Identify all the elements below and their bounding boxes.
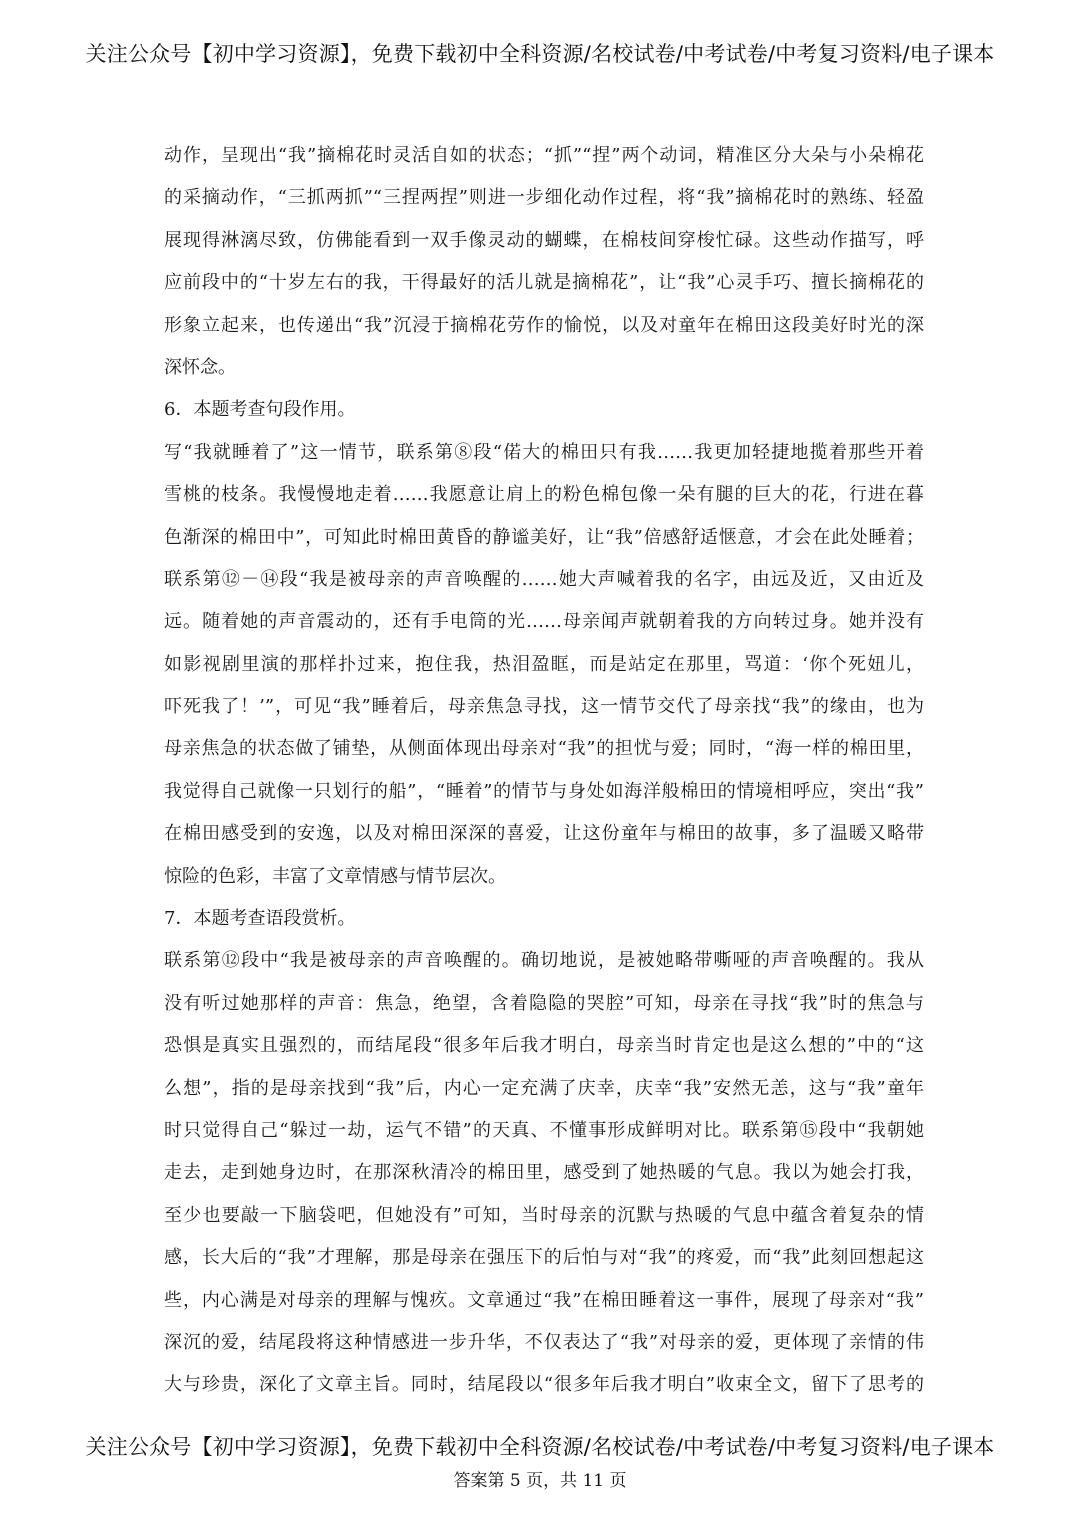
body-line: 联系第⑫－⑭段“我是被母亲的声音唤醒的……她大声喊着我的名字，由远及近，又由近及 xyxy=(164,568,924,590)
body-line: 在棉田感受到的安逸，以及对棉田深深的喜爱，让这份童年与棉田的故事，多了温暖又略带 xyxy=(164,823,924,845)
footer-banner: 关注公众号【初中学习资源】，免费下载初中全科资源/名校试卷/中考试卷/中考复习资料/电子课本 xyxy=(85,1435,995,1459)
body-line: 形象立起来，也传递出“我”沉浸于摘棉花劳作的愉悦，以及对童年在棉田这段美好时光的深 xyxy=(164,314,924,336)
question-heading: 6．本题考查句段作用。 xyxy=(164,399,356,421)
body-line: 惊险的色彩，丰富了文章情感与情节层次。 xyxy=(164,865,506,887)
page-number: 答案第 5 页，共 11 页 xyxy=(453,1471,627,1491)
body-line: 如影视剧里演的那样扑过来，抱住我，热泪盈眶，而是站定在那里，骂道：‘你个死妞儿， xyxy=(164,653,924,675)
body-line: 深怀念。 xyxy=(164,356,236,378)
body-line: 的采摘动作，“三抓两抓”“三捏两捏”则进一步细化动作过程，将“我”摘棉花时的熟练、轻盈 xyxy=(164,187,924,209)
body-line: 么想”，指的是母亲找到“我”后，内心一定充满了庆幸，庆幸“我”安然无恙，这与“我”童年 xyxy=(164,1077,924,1099)
body-line: 至少也要敲一下脑袋吧，但她没有”可知，当时母亲的沉默与热暖的气息中蕴含着复杂的情 xyxy=(164,1204,924,1226)
body-line: 恐惧是真实且强烈的，而结尾段“很多年后我才明白，母亲当时肯定也是这么想的”中的“这 xyxy=(164,1035,924,1057)
body-line: 时只觉得自己“躲过一劫，运气不错”的天真、不懂事形成鲜明对比。联系第⑮段中“我朝她 xyxy=(164,1119,924,1141)
body-line: 深沉的爱，结尾段将这种情感进一步升华，不仅表达了“我”对母亲的爱，更体现了亲情的伟 xyxy=(164,1331,924,1353)
body-line: 色渐深的棉田中”，可知此时棉田黄昏的静谧美好，让“我”倍感舒适惬意，才会在此处睡着； xyxy=(164,526,924,548)
body-line: 展现得淋漓尽致，仿佛能看到一双手像灵动的蝴蝶，在棉枝间穿梭忙碌。这些动作描写，呼 xyxy=(164,229,924,251)
body-line: 应前段中的“十岁左右的我，干得最好的活儿就是摘棉花”，让“我”心灵手巧、擅长摘棉花的 xyxy=(164,272,924,294)
body-line: 没有听过她那样的声音：焦急，绝望，含着隐隐的哭腔”可知，母亲在寻找“我”时的焦急与 xyxy=(164,992,924,1014)
body-line: 写“我就睡着了”这一情节，联系第⑧段“偌大的棉田只有我……我更加轻捷地揽着那些开着 xyxy=(164,441,924,463)
body-line: 我觉得自己就像一只划行的船”，“睡着”的情节与身处如海洋般棉田的情境相呼应，突出“我” xyxy=(164,780,924,802)
question-heading: 7．本题考查语段赏析。 xyxy=(164,908,356,930)
body-line: 远。随着她的声音震动的，还有手电筒的光……母亲闻声就朝着我的方向转过身。她并没有 xyxy=(164,611,924,633)
body-line: 走去，走到她身边时，在那深秋清冷的棉田里，感受到了她热暖的气息。我以为她会打我， xyxy=(164,1162,924,1184)
answer-body xyxy=(164,135,924,1407)
body-line: 雪桃的枝条。我慢慢地走着……我愿意让肩上的粉色棉包像一朵有腿的巨大的花，行进在暮 xyxy=(164,484,924,506)
body-line: 感，长大后的“我”才理解，那是母亲在强压下的后怕与对“我”的疼爱，而“我”此刻回想起这 xyxy=(164,1247,924,1269)
body-line: 联系第⑫段中“我是被母亲的声音唤醒的。确切地说，是被她略带嘶哑的声音唤醒的。我从 xyxy=(164,950,924,972)
body-line: 些，内心满是对母亲的理解与愧疚。文章通过“我”在棉田睡着这一事件，展现了母亲对“我” xyxy=(164,1289,924,1311)
body-line: 母亲焦急的状态做了铺垫，从侧面体现出母亲对“我”的担忧与爱；同时，“海一样的棉田里， xyxy=(164,738,924,760)
body-line: 大与珍贵，深化了文章主旨。同时，结尾段以“很多年后我才明白”收束全文，留下了思考的 xyxy=(164,1374,924,1396)
header-banner: 关注公众号【初中学习资源】，免费下载初中全科资源/名校试卷/中考试卷/中考复习资料/电子课本 xyxy=(85,42,995,66)
body-line: 动作，呈现出“我”摘棉花时灵活自如的状态；“抓”“捏”两个动词，精准区分大朵与小朵棉花 xyxy=(164,145,924,166)
body-line: 吓死我了！’”，可见“我”睡着后，母亲焦急寻找，这一情节交代了母亲找“我”的缘由，也为 xyxy=(164,696,924,718)
